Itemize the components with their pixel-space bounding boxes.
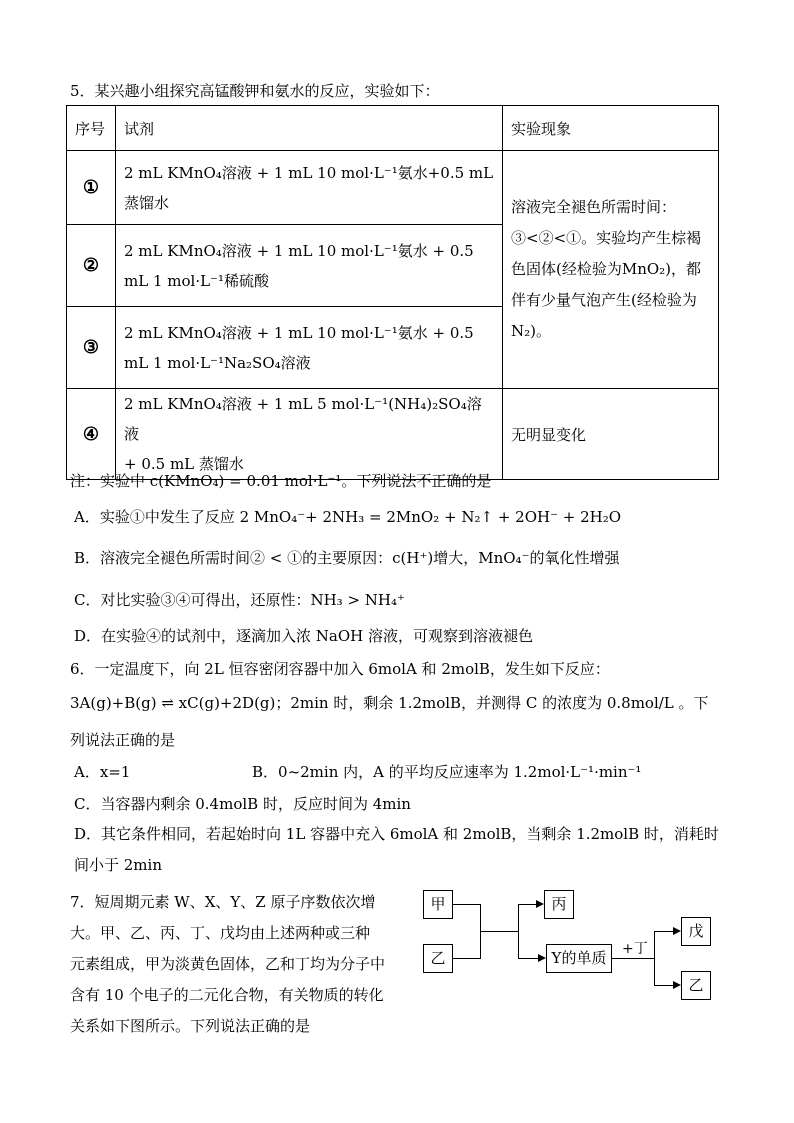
reagent-cell [116, 307, 503, 389]
q7-stem-line: 7．短周期元素 W、X、Y、Z 原子序数依次增 [70, 893, 376, 911]
arrow-head [538, 954, 546, 962]
q6-stem-line2: 3A(g)+B(g) ⇌ xC(g)+2D(g)；2min 时，剩余 1.2molB，并测得 C 的浓度为 0.8mol/L 。下 [70, 694, 709, 712]
box-yi-left: 乙 [423, 944, 453, 973]
box-y-element: Y的单质 [546, 944, 612, 973]
arrow-head [673, 981, 681, 989]
reagent-cell [116, 151, 503, 225]
observation-line: 伴有少量气泡产生(经检验为 [511, 291, 697, 309]
connector-line [518, 958, 538, 959]
box-bing: 丙 [544, 890, 574, 919]
header-reagent: 试剂 [116, 106, 503, 151]
box-yi-right: 乙 [681, 971, 711, 1000]
header-no: 序号 [67, 106, 116, 151]
q7-stem [70, 887, 385, 1042]
q5-option-d: D．在实验④的试剂中，逐滴加入浓 NaOH 溶液，可观察到溶液褪色 [74, 627, 534, 645]
q7-stem-line: 大。甲、乙、丙、丁、戊均由上述两种或三种 [70, 924, 371, 942]
arrow-head [536, 900, 544, 908]
reagent-line: 2 mL KMnO₄溶液 + 1 mL 10 mol·L⁻¹氨水 + 0.5 [124, 241, 474, 260]
connector-line [452, 904, 480, 905]
reagent-line: 2 mL KMnO₄溶液 + 1 mL 5 mol·L⁻¹(NH₄)₂SO₄溶液 [124, 395, 482, 443]
q6-option-a: A．x=1 [74, 763, 131, 781]
q6-option-d-line2: 间小于 2min [74, 856, 162, 874]
table-header-row [67, 106, 719, 151]
q5-option-b: B．溶液完全褪色所需时间② < ①的主要原因：c(H⁺)增大，MnO₄⁻的氧化性增强 [74, 549, 620, 567]
q5-note: 注：实验中 c(KMnO₄) = 0.01 mol·L⁻¹。下列说法不正确的是 [70, 472, 492, 490]
reagent-cell [116, 225, 503, 307]
row-number: ② [67, 225, 116, 307]
row-number: ④ [67, 389, 116, 480]
observation-line: ③<②<①。实验均产生棕褐 [511, 229, 702, 247]
q7-stem-line: 含有 10 个电子的二元化合物，有关物质的转化 [70, 986, 384, 1004]
connector-line [654, 931, 655, 986]
q6-stem-line3: 列说法正确的是 [70, 731, 176, 749]
connector-line [518, 904, 536, 905]
q5-option-a: A．实验①中发生了反应 2 MnO₄⁻+ 2NH₃ = 2MnO₂ + N₂↑ + 2OH⁻ + 2H₂O [74, 508, 622, 526]
reagent-cell [116, 389, 503, 480]
q5-option-c: C．对比实验③④可得出，还原性：NH₃ > NH₄⁺ [74, 591, 405, 609]
reagent-line: 2 mL KMnO₄溶液 + 1 mL 10 mol·L⁻¹氨水+0.5 mL [124, 163, 494, 182]
reagent-line: 蒸馏水 [124, 193, 170, 212]
connector-line [654, 931, 673, 932]
q7-stem-line: 元素组成，甲为淡黄色固体，乙和丁均为分子中 [70, 955, 386, 973]
observation-line: 溶液完全褪色所需时间： [511, 198, 677, 216]
q5-stem: 5．某兴趣小组探究高锰酸钾和氨水的反应，实验如下： [70, 82, 440, 100]
observation-line: 色固体(经检验为MnO₂)，都 [511, 260, 702, 278]
header-observation: 实验现象 [503, 106, 719, 151]
q7-stem-line: 关系如下图所示。下列说法正确的是 [70, 1017, 311, 1035]
table-row [67, 389, 719, 480]
q6-stem-line1: 6．一定温度下，向 2L 恒容密闭容器中加入 6molA 和 2molB，发生如下反应： [70, 660, 610, 678]
row-number: ① [67, 151, 116, 225]
connector-line [518, 904, 519, 959]
arrow-head [673, 927, 681, 935]
reagent-line: + 0.5 mL 蒸馏水 [124, 455, 244, 473]
observation-line: N₂)。 [511, 322, 551, 340]
connector-line [611, 958, 654, 959]
connector-line [654, 985, 673, 986]
observation-cell-4: 无明显变化 [503, 389, 719, 480]
box-wu: 戊 [681, 917, 711, 946]
q6-option-d-line1: D．其它条件相同，若起始时向 1L 容器中充入 6molA 和 2molB，当剩余 1.2molB 时，消耗时 [74, 825, 719, 843]
table-row [67, 151, 719, 225]
reagent-line: mL 1 mol·L⁻¹稀硫酸 [124, 271, 269, 290]
reagent-line: 2 mL KMnO₄溶液 + 1 mL 10 mol·L⁻¹氨水 + 0.5 [124, 323, 474, 342]
label-plus-ding: +丁 [622, 941, 648, 957]
q6-option-b: B．0~2min 内，A 的平均反应速率为 1.2mol·L⁻¹·min⁻¹ [252, 763, 642, 781]
q6-option-c: C．当容器内剩余 0.4molB 时，反应时间为 4min [74, 795, 411, 813]
reagent-line: mL 1 mol·L⁻¹Na₂SO₄溶液 [124, 353, 311, 372]
box-jia: 甲 [423, 890, 453, 919]
observation-cell [503, 151, 719, 389]
row-number: ③ [67, 307, 116, 389]
connector-line [480, 931, 518, 932]
connector-line [452, 958, 480, 959]
experiment-table [66, 105, 719, 480]
